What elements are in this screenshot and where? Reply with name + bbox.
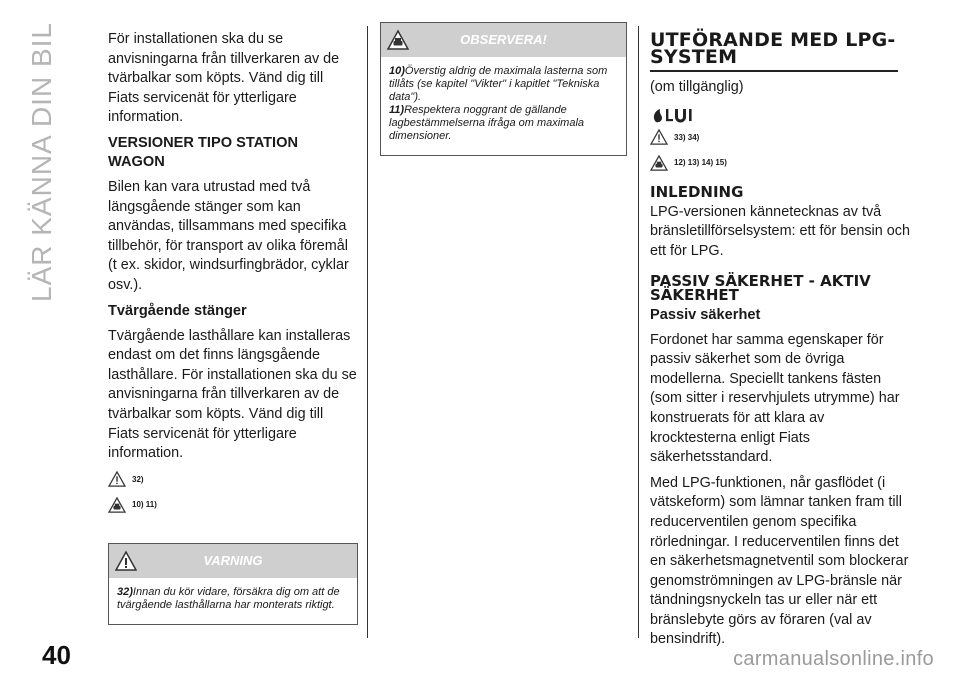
- paragraph: LPG-versionen kännetecknas av två bränsletillförselsystem: ett för bensin och ett för LPG.: [650, 203, 910, 259]
- warning-box: [108, 543, 358, 625]
- note-reference: [650, 153, 910, 173]
- note-number: 10): [389, 65, 405, 77]
- warning-box-title: VARNING: [203, 553, 263, 569]
- warning-triangle-icon: [115, 550, 137, 572]
- warning-triangle-icon: [650, 129, 668, 145]
- note-box-body: [381, 57, 626, 155]
- warning-number: 32): [117, 585, 133, 598]
- chapter-side-title: LÄR KÄNNA DIN BIL: [26, 22, 57, 302]
- warning-box-header: [109, 544, 357, 578]
- note-text: Överstig aldrig de maximala lasterna som tillåts (se kapitel "Vikter" i kapitlet "Tekniska data").: [389, 65, 608, 103]
- section-heading: PASSIV SÄKERHET - AKTIV SÄKERHET: [650, 271, 871, 304]
- section-heading: VERSIONER TIPO STATION WAGON: [108, 134, 299, 170]
- page-number: 40: [42, 640, 71, 670]
- warning-triangle-icon: [108, 471, 126, 487]
- section-heading: INLEDNING: [650, 182, 744, 201]
- note-box: [380, 22, 627, 156]
- column-divider: [638, 26, 639, 638]
- column-3: [650, 30, 910, 656]
- section-heading: Tvärgående stänger: [108, 302, 247, 319]
- note-box-header: [381, 23, 626, 57]
- warning-box-body: [109, 578, 357, 624]
- paragraph: Tvärgående lasthållare kan installeras endast om det finns längsgående lasthållare. För installationen ska du se anvisningarna från tillverkaren av de tvärbalkar som köpts. Vänd dig till Fiats servicenät för ytterligare information.: [108, 327, 357, 462]
- note-box-title: OBSERVERA!: [460, 32, 547, 48]
- warning-reference: [108, 470, 358, 490]
- warning-reference-numbers: 33) 34): [674, 132, 700, 142]
- column-divider: [367, 26, 368, 638]
- availability-note: (om tillgänglig): [650, 79, 744, 95]
- paragraph: Fordonet har samma egenskaper för passiv säkerhet som de övriga modellerna. Speciellt tankens fästen (som sitter i reservhjulets utrymme) har konstruerats för att klara av krocktesterna enligt Fiats säkerhetsstandard.: [650, 331, 900, 466]
- car-note-icon: [108, 497, 126, 513]
- lpg-icon: [650, 106, 696, 124]
- column-2: [380, 14, 627, 156]
- car-note-icon: [650, 155, 668, 171]
- warning-reference-numbers: 32): [132, 474, 144, 484]
- paragraph: Bilen kan vara utrustad med två längsgående stänger som kan användas, tillsammans med specifika tillbehör, för transport av olika föremål (t ex. skidor, windsurfingbrädor, cyklar osv.).: [108, 178, 349, 293]
- warning-reference: [650, 128, 910, 148]
- note-reference-numbers: 10) 11): [132, 500, 157, 510]
- paragraph: För installationen ska du se anvisningarna från tillverkaren av de tvärbalkar som köpts. Vänd dig till Fiats servicenät för ytterligare information.: [108, 31, 340, 126]
- car-note-icon: [387, 29, 409, 51]
- paragraph: Med LPG-funktionen, når gasflödet (i vätskeform) som lämnar tanken fram till reducerventilen genom specifika rörledningar. I reducerventilen finns det en säkerhetsmagnetventil som blockerar genomströmningen av LPG-bränsle när tändningsnyckeln tas ur eller när ett bränslebyte görs av föraren (val av bensindrift).: [650, 474, 909, 648]
- page-title: UTFÖRANDE MED LPG-SYSTEM: [650, 32, 898, 72]
- note-reference-numbers: 12) 13) 14) 15): [674, 158, 727, 168]
- sub-heading: Passiv säkerhet: [650, 306, 761, 323]
- column-1: [108, 30, 358, 625]
- note-number: 11): [389, 104, 405, 116]
- note-text: Respektera noggrant de gällande lagbestämmelserna ifråga om maximala dimensioner.: [389, 104, 585, 142]
- watermark: carmanualsonline.info: [733, 648, 934, 670]
- note-reference: [108, 495, 358, 515]
- warning-text: Innan du kör vidare, försäkra dig om att de tvärgående lasthållarna har monterats riktigt.: [117, 585, 340, 611]
